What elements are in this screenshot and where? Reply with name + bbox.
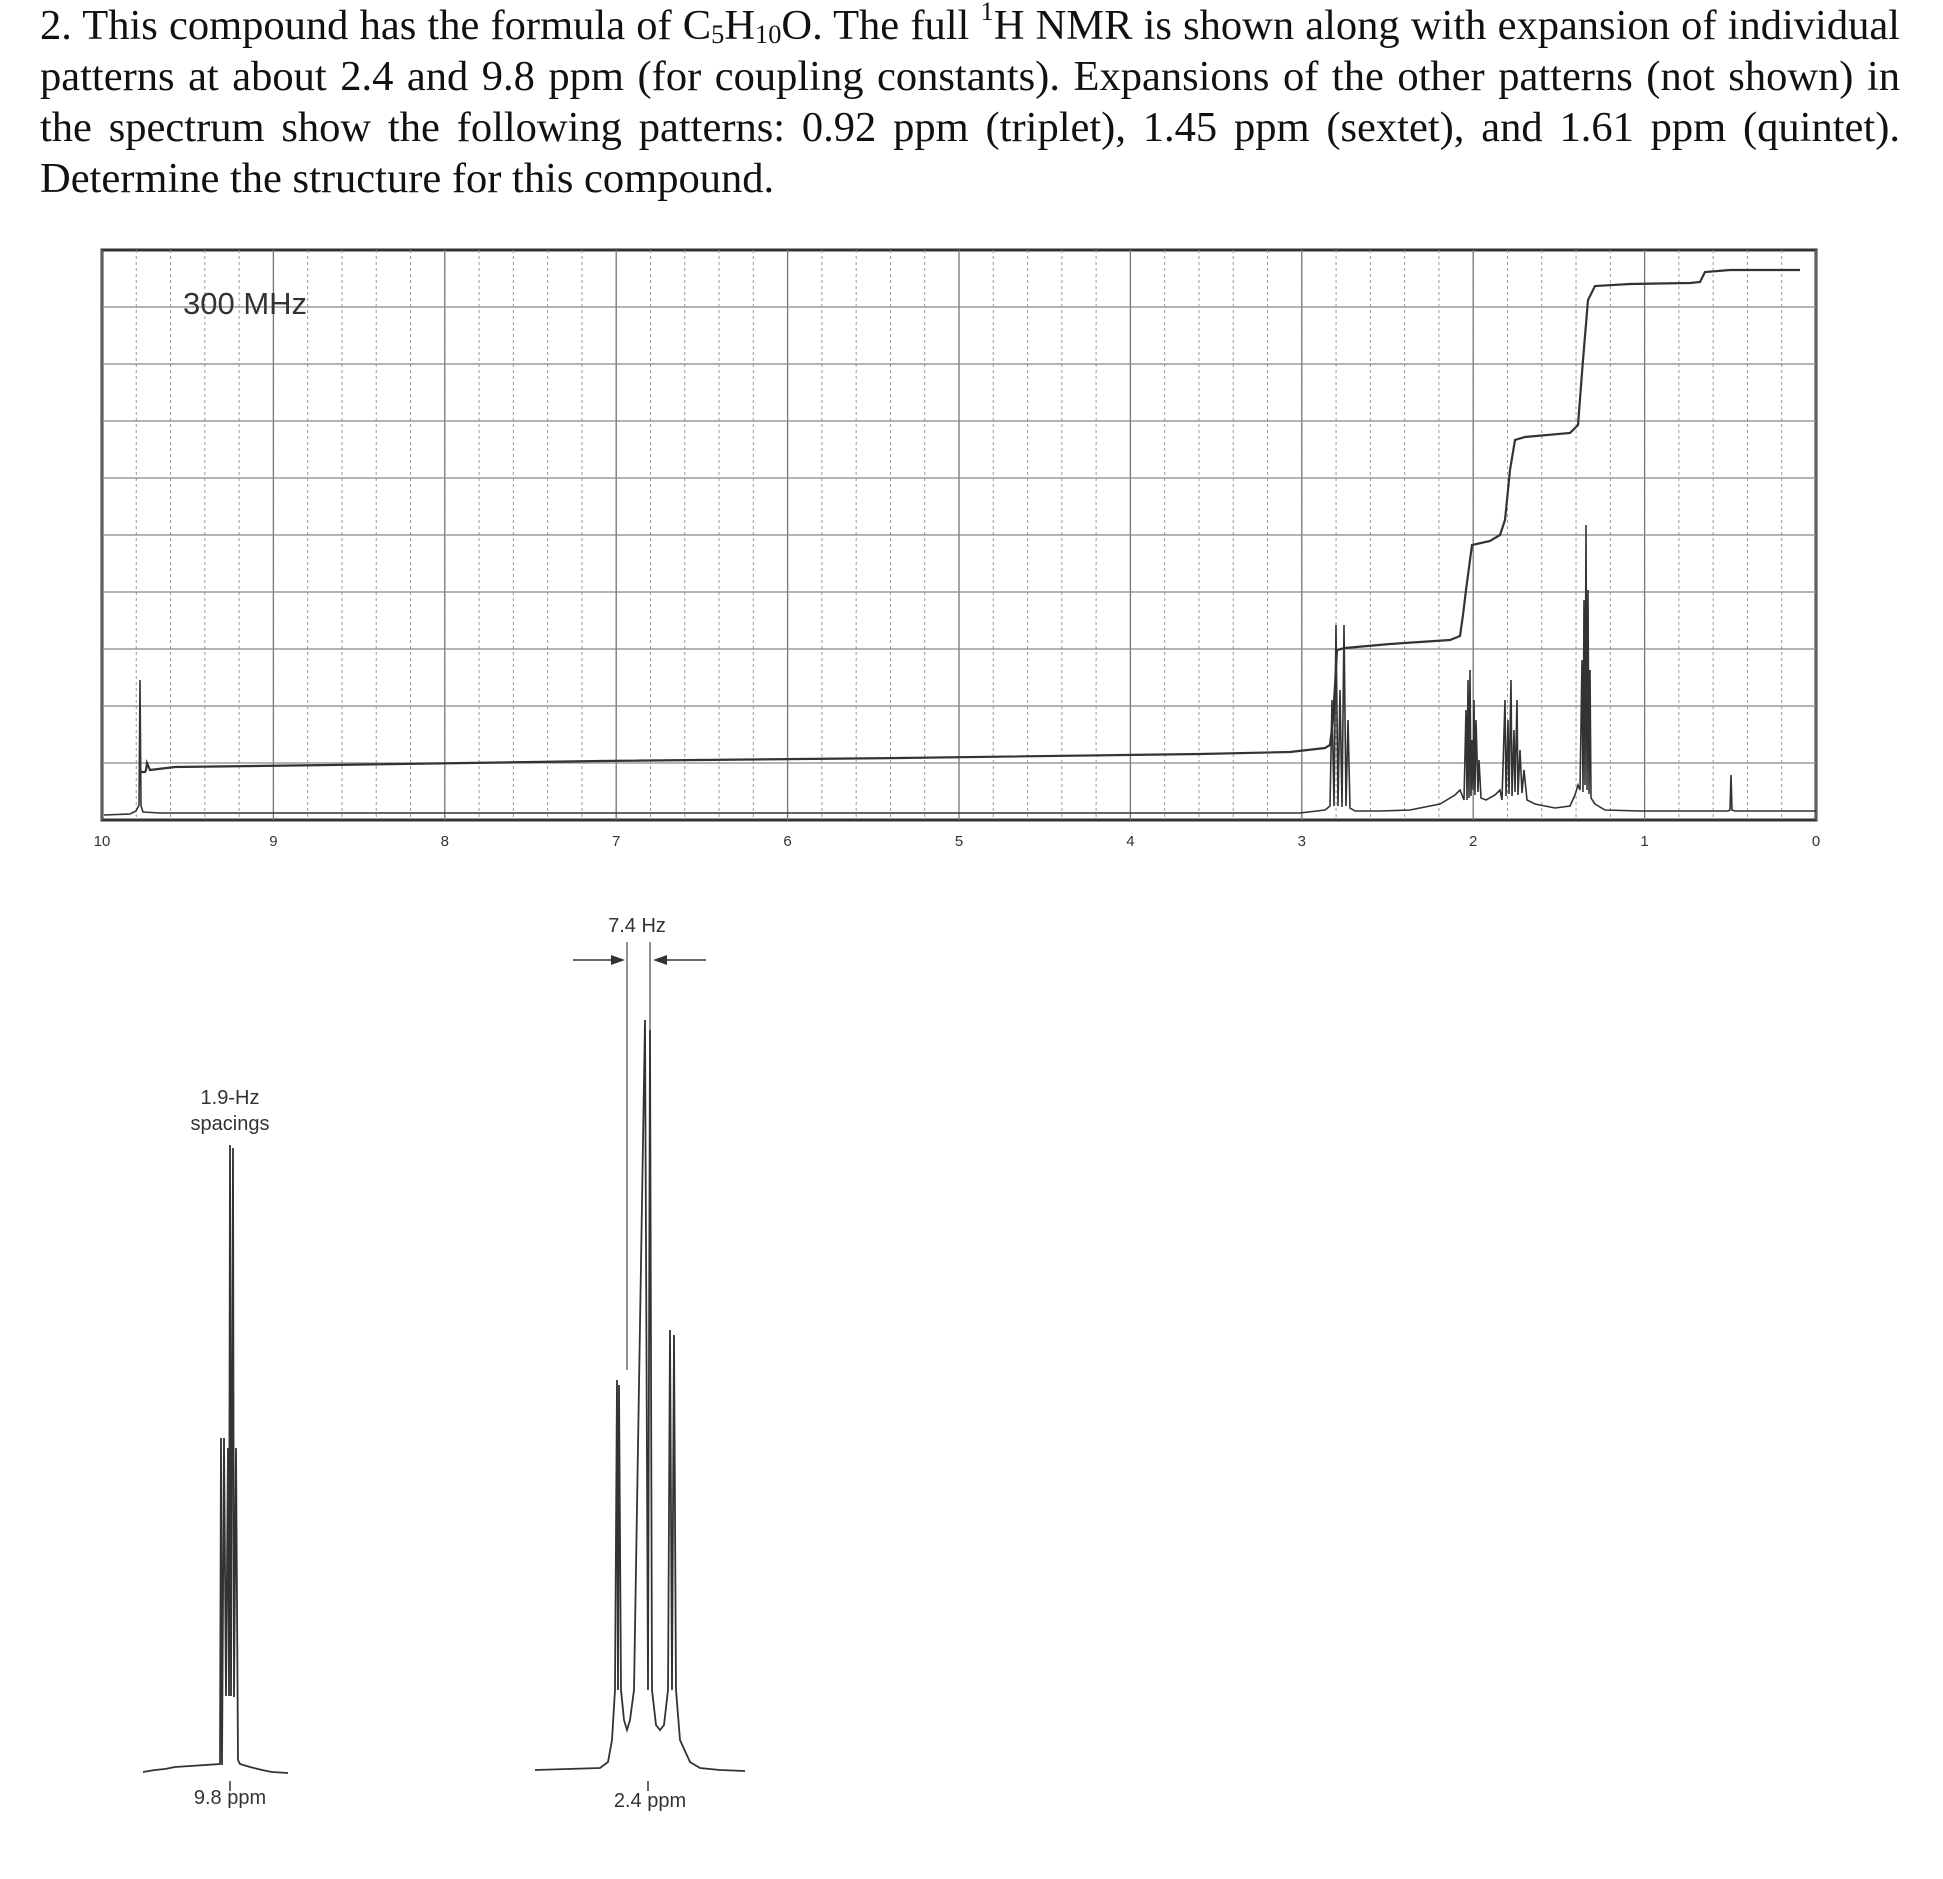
ppm-tick-label: 5 — [954, 833, 964, 850]
ppm-tick-label: 3 — [1297, 833, 1306, 850]
isotope-superscript: 1 — [980, 0, 994, 27]
question-part-1: This compound has the formula of C — [82, 2, 712, 49]
ppm-tick-label: 10 — [93, 833, 111, 850]
multiplet-9-8-trace — [143, 1145, 288, 1773]
spacing-label-line-1: 1.9-Hz — [200, 1087, 260, 1109]
question-part-4: H NMR is shown along with expansion of individual patterns at about 2.4 and 9.8 ppm (for coupling constants). Expansions of the other patterns (not shown) in the spectrum show the following patterns: 0.92 ppm (triplet), 1.45 ppm (sextet), and 1.61 ppm (quintet). Determine the structure for this compound. — [40, 2, 1900, 202]
ppm-tick-label: 7 — [612, 833, 621, 850]
ppm-axis-labels — [94, 833, 1821, 850]
ppm-label-9-8: 9.8 ppm — [193, 1787, 267, 1809]
expansion-9-8-ppm — [143, 1087, 288, 1809]
ppm-tick-label: 9 — [269, 833, 278, 850]
spectrum-trace — [104, 525, 1816, 815]
question-part-2: H — [724, 2, 756, 49]
ppm-tick-label: 1 — [1640, 833, 1649, 850]
ppm-tick-label: 2 — [1469, 833, 1478, 850]
ppm-tick-label: 8 — [440, 833, 449, 850]
ppm-tick-label: 0 — [1811, 833, 1821, 850]
question-part-3: O. The full — [781, 2, 981, 49]
integral-trace — [140, 270, 1800, 772]
carbon-subscript: 5 — [711, 19, 725, 49]
multiplet-2-4-trace — [535, 1020, 745, 1771]
ppm-tick-label: 6 — [783, 833, 792, 850]
question-number: 2. — [40, 2, 72, 49]
field-strength-label: 300 MHz — [183, 286, 308, 321]
spacing-label-line-2: spacings — [190, 1113, 270, 1135]
coupling-label: 7.4 Hz — [608, 915, 666, 937]
spectrum-grid — [102, 250, 1816, 820]
expansion-2-4-ppm — [535, 915, 745, 1812]
coupling-arrow-right-head — [653, 955, 667, 965]
ppm-label-2-4: 2.4 ppm — [613, 1790, 687, 1812]
full-spectrum — [94, 250, 1821, 850]
ppm-tick-label: 4 — [1126, 833, 1135, 850]
hydrogen-subscript: 10 — [755, 19, 782, 49]
coupling-arrow-left-head — [611, 955, 625, 965]
